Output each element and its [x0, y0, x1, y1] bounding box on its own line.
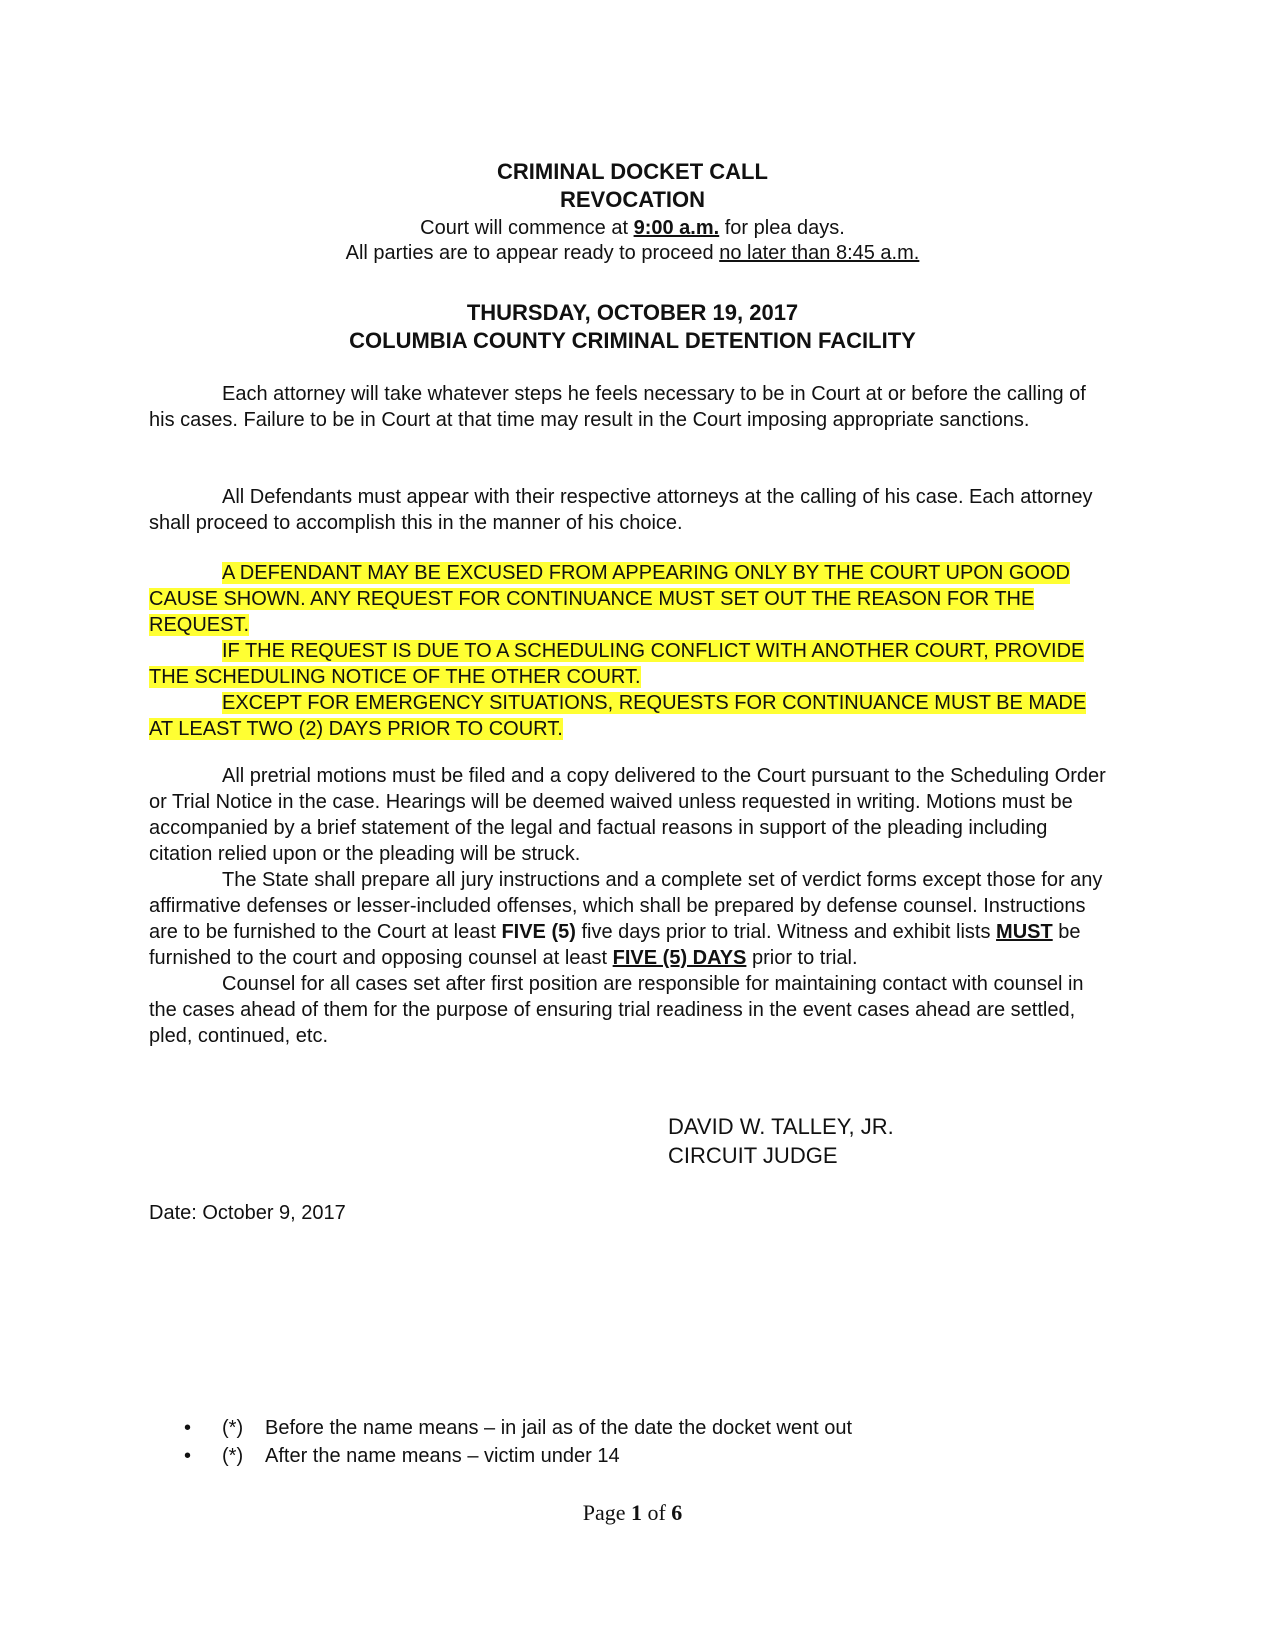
- notice-conflict: [149, 638, 1109, 690]
- paragraph-attorney-steps: [149, 381, 1109, 433]
- page-total: 6: [671, 1500, 683, 1525]
- session-location: COLUMBIA COUNTY CRIMINAL DETENTION FACILITY: [349, 328, 916, 353]
- bullet-icon: •: [184, 1417, 192, 1439]
- notice-emergency: [149, 690, 1109, 742]
- judge-title: CIRCUIT JUDGE: [668, 1143, 838, 1168]
- paragraph-defendants: [149, 484, 1109, 536]
- page-footer: [0, 1500, 1265, 1526]
- legend-list: [184, 1414, 852, 1470]
- commence-pre: Court will commence at: [420, 217, 634, 239]
- p4-g: prior to trial.: [746, 947, 858, 969]
- legend-text: Before the name means – in jail as of the date the docket went out: [265, 1417, 853, 1439]
- asterisk-mark: (*): [222, 1417, 244, 1439]
- notice-excused-text: A DEFENDANT MAY BE EXCUSED FROM APPEARING ONLY BY THE COURT UPON GOOD CAUSE SHOWN. ANY REQUEST FOR CONTINUANCE MUST SET OUT THE REASON FOR THE REQUEST.: [149, 562, 1070, 636]
- notice-emergency-text: EXCEPT FOR EMERGENCY SITUATIONS, REQUESTS FOR CONTINUANCE MUST BE MADE AT LEAST TWO (2) DAYS PRIOR TO COURT.: [149, 692, 1087, 740]
- paragraph-2: All Defendants must appear with their respective attorneys at the calling of his case. Each attorney shall proceed to accomplish this in the manner of his choice.: [149, 486, 1093, 534]
- list-item: [184, 1442, 852, 1470]
- date-line: Date: October 9, 2017: [149, 1202, 346, 1224]
- paragraph-pretrial-motions: All pretrial motions must be filed and a copy delivered to the Court pursuant to the Scheduling Order or Trial Notice in the case. Hearings will be deemed waived unless requested in writing. Motions must be accompanied by a brief statement of the legal and factual reasons in support of the pleading including citation relied upon or the pleading will be struck.: [149, 765, 1106, 865]
- appear-line: [0, 241, 1265, 266]
- bullet-icon: •: [184, 1445, 192, 1467]
- commence-time: 9:00 a.m.: [633, 217, 720, 239]
- p4-e: be furnished to the court and opposing counsel at least: [149, 921, 1081, 969]
- commence-post: for plea days.: [719, 217, 845, 239]
- p4-must: MUST: [996, 921, 1053, 943]
- paragraph-counsel-contact: Counsel for all cases set after first position are responsible for maintaining contact with counsel in the cases ahead of them for the purpose of ensuring trial readiness in the event cases ahead are settled, pled, continued, etc.: [149, 973, 1084, 1047]
- judge-name: DAVID W. TALLEY, JR.: [668, 1114, 894, 1139]
- paragraph-jury-instructions: [149, 867, 1109, 971]
- docket-subtitle: REVOCATION: [559, 187, 706, 212]
- highlighted-notice: [149, 560, 1109, 742]
- p4-a: The State shall prepare all jury instructions and a complete set of verdict forms except those for any affirmative defenses or lesser-included offenses, which shall be prepared by defense counsel. Instructions are to be furnished to the Court at least: [149, 869, 1103, 943]
- p4-five: FIVE (5): [501, 921, 576, 943]
- notice-conflict-text: IF THE REQUEST IS DUE TO A SCHEDULING CONFLICT WITH ANOTHER COURT, PROVIDE THE SCHEDULING NOTICE OF THE OTHER COURT.: [149, 640, 1085, 688]
- legend-text: After the name means – victim under 14: [265, 1445, 620, 1467]
- p4-c: five days prior to trial. Witness and exhibit lists: [575, 921, 997, 943]
- docket-title: CRIMINAL DOCKET CALL: [497, 159, 768, 184]
- notice-excused: [149, 560, 1109, 638]
- commence-line: [0, 216, 1265, 241]
- page-of-word: of: [641, 1500, 672, 1525]
- paragraph-1: Each attorney will take whatever steps he feels necessary to be in Court at or before the calling of his cases. Failure to be in Court at that time may result in the Court imposing appropriate sanctions.: [149, 383, 1086, 431]
- page-current: 1: [630, 1500, 642, 1525]
- appear-deadline: no later than 8:45 a.m.: [719, 242, 920, 264]
- page-word: Page: [582, 1500, 631, 1525]
- paragraph-motions-block: [149, 763, 1109, 1049]
- appear-pre: All parties are to appear ready to proceed: [345, 242, 720, 264]
- session-date: THURSDAY, OCTOBER 19, 2017: [466, 300, 799, 325]
- asterisk-mark: (*): [222, 1445, 244, 1467]
- list-item: [184, 1414, 852, 1442]
- p4-five-days: FIVE (5) DAYS: [612, 947, 747, 969]
